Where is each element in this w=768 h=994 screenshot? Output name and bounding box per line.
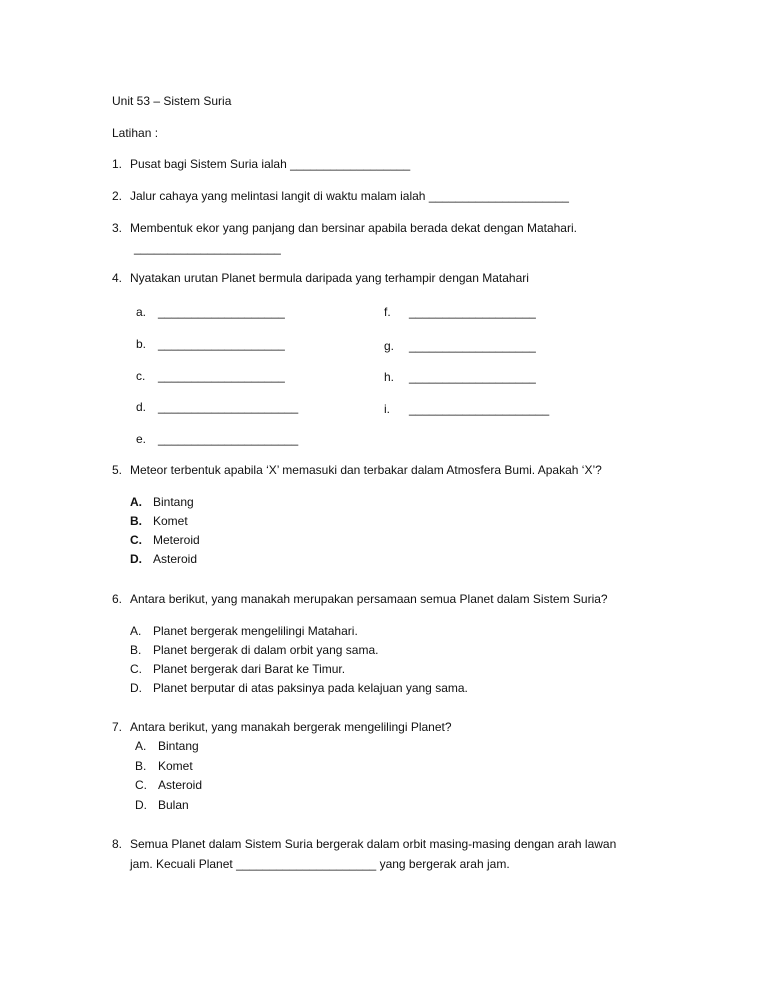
q6-option-c-letter: C. [130, 662, 142, 676]
question-4-number: 4. [112, 271, 123, 285]
q5-option-b-text: Komet [153, 514, 188, 528]
planet-i-label: i. [384, 402, 390, 416]
question-8-blank: _____________________ [236, 857, 377, 871]
q6-option-a-text: Planet bergerak mengelilingi Matahari. [153, 624, 358, 638]
q7-option-d-letter: D. [135, 798, 147, 812]
planet-g-label: g. [384, 339, 395, 353]
planet-c-label: c. [136, 369, 146, 383]
q5-option-a-letter: A. [130, 495, 142, 509]
q5-option-d-text: Asteroid [153, 552, 198, 566]
q6-option-d-letter: D. [130, 681, 142, 695]
question-2-text: Jalur cahaya yang melintasi langit di waktu malam ialah [130, 189, 426, 203]
question-7-number: 7. [112, 720, 123, 734]
question-6-text: Antara berikut, yang manakah merupakan persamaan semua Planet dalam Sistem Suria? [130, 592, 608, 606]
question-5-number: 5. [112, 463, 123, 477]
question-1-number: 1. [112, 157, 123, 171]
planet-a-label: a. [136, 305, 147, 319]
q7-option-a-text: Bintang [158, 739, 199, 753]
q6-option-a-letter: A. [130, 624, 142, 638]
question-1-blank: __________________ [290, 157, 411, 171]
planet-d-blank: _____________________ [158, 400, 299, 414]
planet-f-blank: ___________________ [409, 305, 536, 319]
question-1-text: Pusat bagi Sistem Suria ialah [130, 157, 287, 171]
q7-option-d-text: Bulan [158, 798, 189, 812]
q5-option-d-letter: D. [130, 552, 142, 566]
planet-h-label: h. [384, 370, 395, 384]
question-7-text: Antara berikut, yang manakah bergerak mengelilingi Planet? [130, 720, 452, 734]
question-3-text: Membentuk ekor yang panjang dan bersinar apabila berada dekat dengan Matahari. [130, 221, 577, 235]
question-2 [130, 189, 569, 203]
planet-i-blank: _____________________ [409, 402, 550, 416]
planet-e-label: e. [136, 432, 147, 446]
q6-option-c-text: Planet bergerak dari Barat ke Timur. [153, 662, 346, 676]
q5-option-c-letter: C. [130, 533, 142, 547]
question-3-number: 3. [112, 221, 123, 235]
question-5-text: Meteor terbentuk apabila ‘X’ memasuki dan terbakar dalam Atmosfera Bumi. Apakah ‘X’? [130, 463, 602, 477]
planet-b-label: b. [136, 337, 147, 351]
q5-option-b-letter: B. [130, 514, 142, 528]
question-1 [130, 157, 410, 171]
q6-option-b-text: Planet bergerak di dalam orbit yang sama. [153, 643, 379, 657]
planet-a-blank: ___________________ [158, 305, 285, 319]
question-8-line-1: Semua Planet dalam Sistem Suria bergerak dalam orbit masing-masing dengan arah lawan [130, 837, 617, 851]
question-2-blank: _____________________ [428, 189, 569, 203]
planet-b-blank: ___________________ [158, 337, 285, 351]
q7-option-a-letter: A. [135, 739, 147, 753]
worksheet-subtitle: Latihan : [112, 126, 159, 140]
q7-option-c-letter: C. [135, 778, 147, 792]
question-8-text-after: yang bergerak arah jam. [379, 857, 510, 871]
planet-d-label: d. [136, 400, 147, 414]
question-3-blank: ______________________ [134, 241, 281, 255]
q5-option-a-text: Bintang [153, 495, 194, 509]
planet-e-blank: _____________________ [158, 432, 299, 446]
q7-option-c-text: Asteroid [158, 778, 203, 792]
q6-option-b-letter: B. [130, 643, 142, 657]
worksheet-title: Unit 53 – Sistem Suria [112, 94, 232, 108]
q7-option-b-text: Komet [158, 759, 193, 773]
question-4-text: Nyatakan urutan Planet bermula daripada yang terhampir dengan Matahari [130, 271, 529, 285]
question-8-number: 8. [112, 837, 123, 851]
planet-f-label: f. [384, 305, 391, 319]
planet-g-blank: ___________________ [409, 339, 536, 353]
q7-option-b-letter: B. [135, 759, 147, 773]
question-8-line-2 [130, 857, 510, 871]
question-8-text-before: jam. Kecuali Planet [130, 857, 233, 871]
q5-option-c-text: Meteroid [153, 533, 200, 547]
question-2-number: 2. [112, 189, 123, 203]
question-6-number: 6. [112, 592, 123, 606]
planet-h-blank: ___________________ [409, 370, 536, 384]
q6-option-d-text: Planet berputar di atas paksinya pada kelajuan yang sama. [153, 681, 468, 695]
planet-c-blank: ___________________ [158, 369, 285, 383]
